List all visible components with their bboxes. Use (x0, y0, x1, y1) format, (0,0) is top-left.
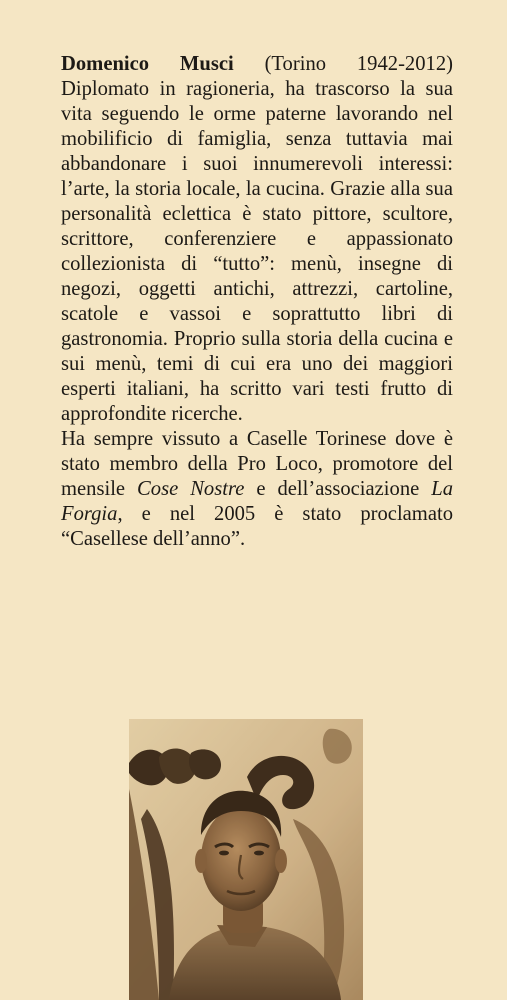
bio-paragraph-1 (61, 52, 453, 427)
bio-text-2a: Ha sempre vissuto a Caselle Torinese dove è stato membro della Pro Loco, promotore del mensile (61, 428, 453, 500)
author-photo (129, 719, 363, 1000)
association-name: La Forgia (61, 478, 453, 525)
bio-text-2b: e dell’associazione (244, 478, 432, 500)
magazine-title: Cose Nostre (137, 478, 245, 500)
author-name: Domenico Musci (61, 53, 234, 75)
bio-text-2c: , e nel 2005 è stato proclamato “Casellese dell’anno”. (61, 503, 453, 550)
author-dates: (Torino 1942-2012) (264, 53, 453, 75)
author-bio (61, 52, 453, 552)
bio-text-1: Diplomato in ragioneria, ha trascorso la sua vita seguendo le orme paterne lavorando nel mobilificio di famiglia, senza tuttavia mai abbandonare i suoi innumerevoli interessi: l’arte, la storia locale, la cucina. Grazie alla sua personalità eclettica è stato pittore, scultore, scrittore, conferenziere e appassionato collezionista di “tutto”: menù, insegne di negozi, oggetti antichi, attrezzi, cartoline, scatole e vassoi e soprattutto libri di gastronomia. Proprio sulla storia della cucina e sui menù, temi di cui era uno dei maggiori esperti italiani, ha scritto vari testi frutto di approfondite ricerche. (61, 78, 453, 425)
bio-paragraph-2 (61, 427, 453, 552)
portrait-image (129, 719, 363, 1000)
